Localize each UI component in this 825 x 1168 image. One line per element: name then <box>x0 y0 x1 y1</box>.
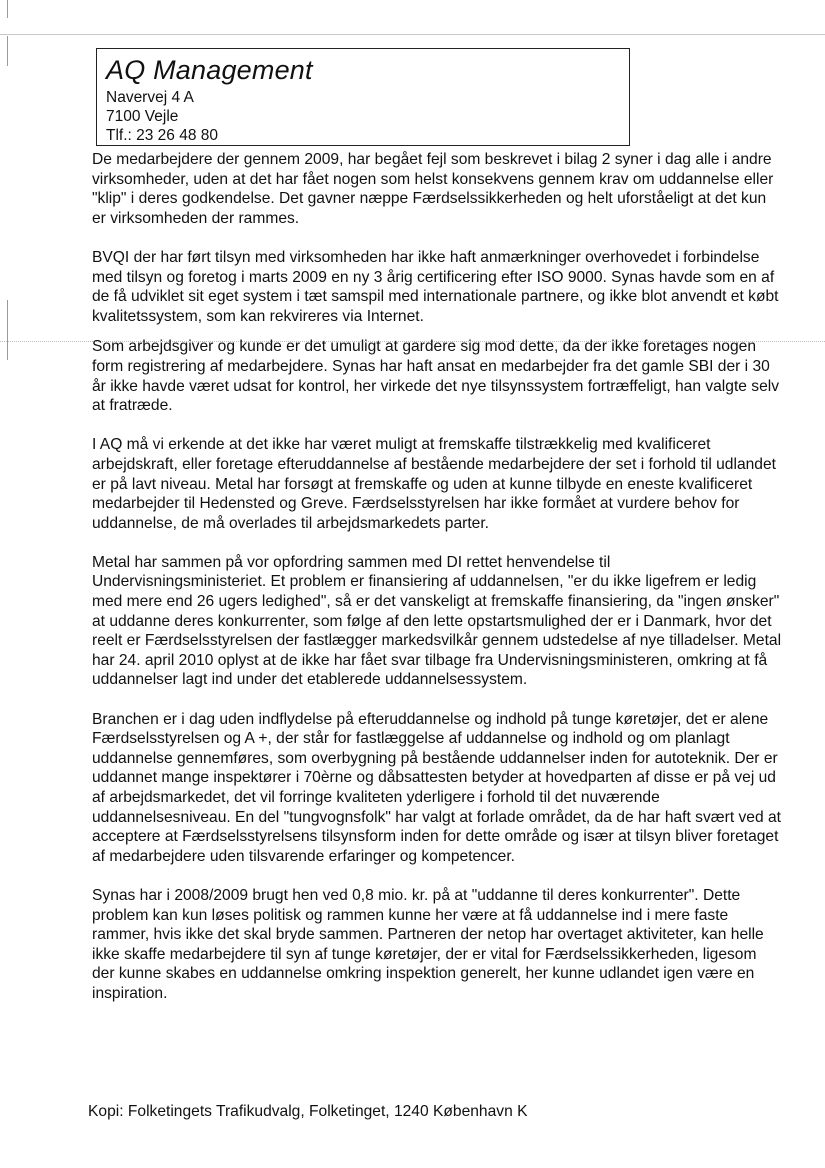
scan-edge-line <box>0 34 825 35</box>
paragraph-penalties: De medarbejdere der gennem 2009, har begået fejl som beskrevet i bilag 2 syner i dag alle i andre virksomheder, uden at det har fået nogen som helst konsekvens gennem krav om uddannelse eller "klip" i deres godkendelse. Det gavner næppe Færdselssikkerheden og helt uforståeligt at det kun er virksomheden der rammes. <box>92 151 774 227</box>
copy-recipient: Kopi: Folketingets Trafikudvalg, Folketinget, 1240 København K <box>88 1103 528 1120</box>
paragraph-employer: Som arbejdsgiver og kunde er det umuligt at gardere sig mod dette, da der ikke foretages nogen form registrering af medarbejdere. Synas har haft ansat en medarbejder fra det gamle SBI der i 30 år ikke havde været udsat for kontrol, her virkede det nye tilsynssystem fortræffeligt, han valgte selv at fratræde. <box>92 338 780 415</box>
scan-margin-mark <box>7 36 8 66</box>
scan-margin-mark <box>7 0 8 18</box>
address-phone: Tlf.: 23 26 48 80 <box>106 127 219 144</box>
paragraph-aq-workforce: I AQ må vi erkende at det ikke har været muligt at fremskaffe tilstrækkelig med kvalificeret arbejdskraft, eller foretage efteruddannelse af bestående medarbejdere der set i forhold til udlandet er på lavt niveau. Metal har forsøgt at fremskaffe og uden at kunne tilbyde en eneste kvalificeret medarbejder til Hedensted og Greve. Færdselsstyrelsen har ikke formået at vurdere behov for uddannelse, de må overlades til arbejdsmarkedets parter. <box>92 436 776 532</box>
paragraph-industry-influence: Branchen er i dag uden indflydelse på efteruddannelse og indhold på tunge køretøjer, det er alene Færdselsstyrelsen og A +, der står for fastlæggelse af uddannelse og indhold og om planlagt uddannelse gennemføres, som overbygning på bestående uddannelser inden for autoteknik. Der er uddannet mange inspektører i 70èrne og dåbsattesten betyder at hovedparten af disse er på vej ud af arbejdsmarkedet, det vil forringe kvaliteten yderligere i forhold til det nuværende uddannelsesniveau. En del "tungvognsfolk" har valgt at forlade området, da de har haft svært ved at acceptere at Færdselsstyrelsens tilsynsform inden for dette område og især at tilsyn bliver foretaget af medarbejdere uden tilsvarende erfaringer og kompetencer. <box>92 710 781 865</box>
paragraph-bvqi: BVQI der har ført tilsyn med virksomheden har ikke haft anmærkninger overhovedet i forbindelse med tilsyn og foretog i marts 2009 en ny 3 årig certificering efter ISO 9000. Synas havde som en af de få udviklet sit eget system i tæt samspil med internationale partnere, og ikke blot anvendt et købt kvalitetssystem, som kan rekvireres via Internet. <box>92 248 779 325</box>
address-city: 7100 Vejle <box>106 108 179 125</box>
scan-margin-mark <box>7 300 8 360</box>
address-street: Navervej 4 A <box>106 89 194 106</box>
letterhead-box <box>96 48 630 146</box>
paragraph-synas-costs: Synas har i 2008/2009 brugt hen ved 0,8 mio. kr. på at "uddanne til deres konkurrenter". Dette problem kan kun løses politisk og rammen kunne her være at få uddannelse ind i mere faste rammer, hvis ikke det skal bryde sammen. Partneren der netop har overtaget aktiviteter, kan helle ikke skaffe medarbejdere til syn af tunge køretøjer, der er vital for Færdselssikkerheden, ligesom der kunne skabes en uddannelse omkring inspektion generelt, her kunne udlandet igen være en inspiration. <box>92 886 764 1002</box>
company-name: AQ Management <box>106 55 313 85</box>
paragraph-metal-ministry: Metal har sammen på vor opfordring sammen med DI rettet henvendelse til Undervisningsministeriet. Et problem er finansiering af uddannelsen, "er du ikke ligefrem er ledig med mere end 26 ugers ledighed", så er det vanskeligt at fremskaffe finansiering, da "ingen ønsker" at uddanne deres konkurrenter, som følge af den lette opstartsmulighed der er i Danmark, hvor det reelt er Færdselsstyrelsen der fastlægger markedsvilkår gennem udstedelse af nye tilladelser. Metal har 24. april 2010 oplyst at de ikke har fået svar tilbage fra Undervisningsministeren, omkring at få uddannelser lagt ind under det etablerede uddannelsessystem. <box>92 553 782 689</box>
letter-body <box>92 150 782 1023</box>
